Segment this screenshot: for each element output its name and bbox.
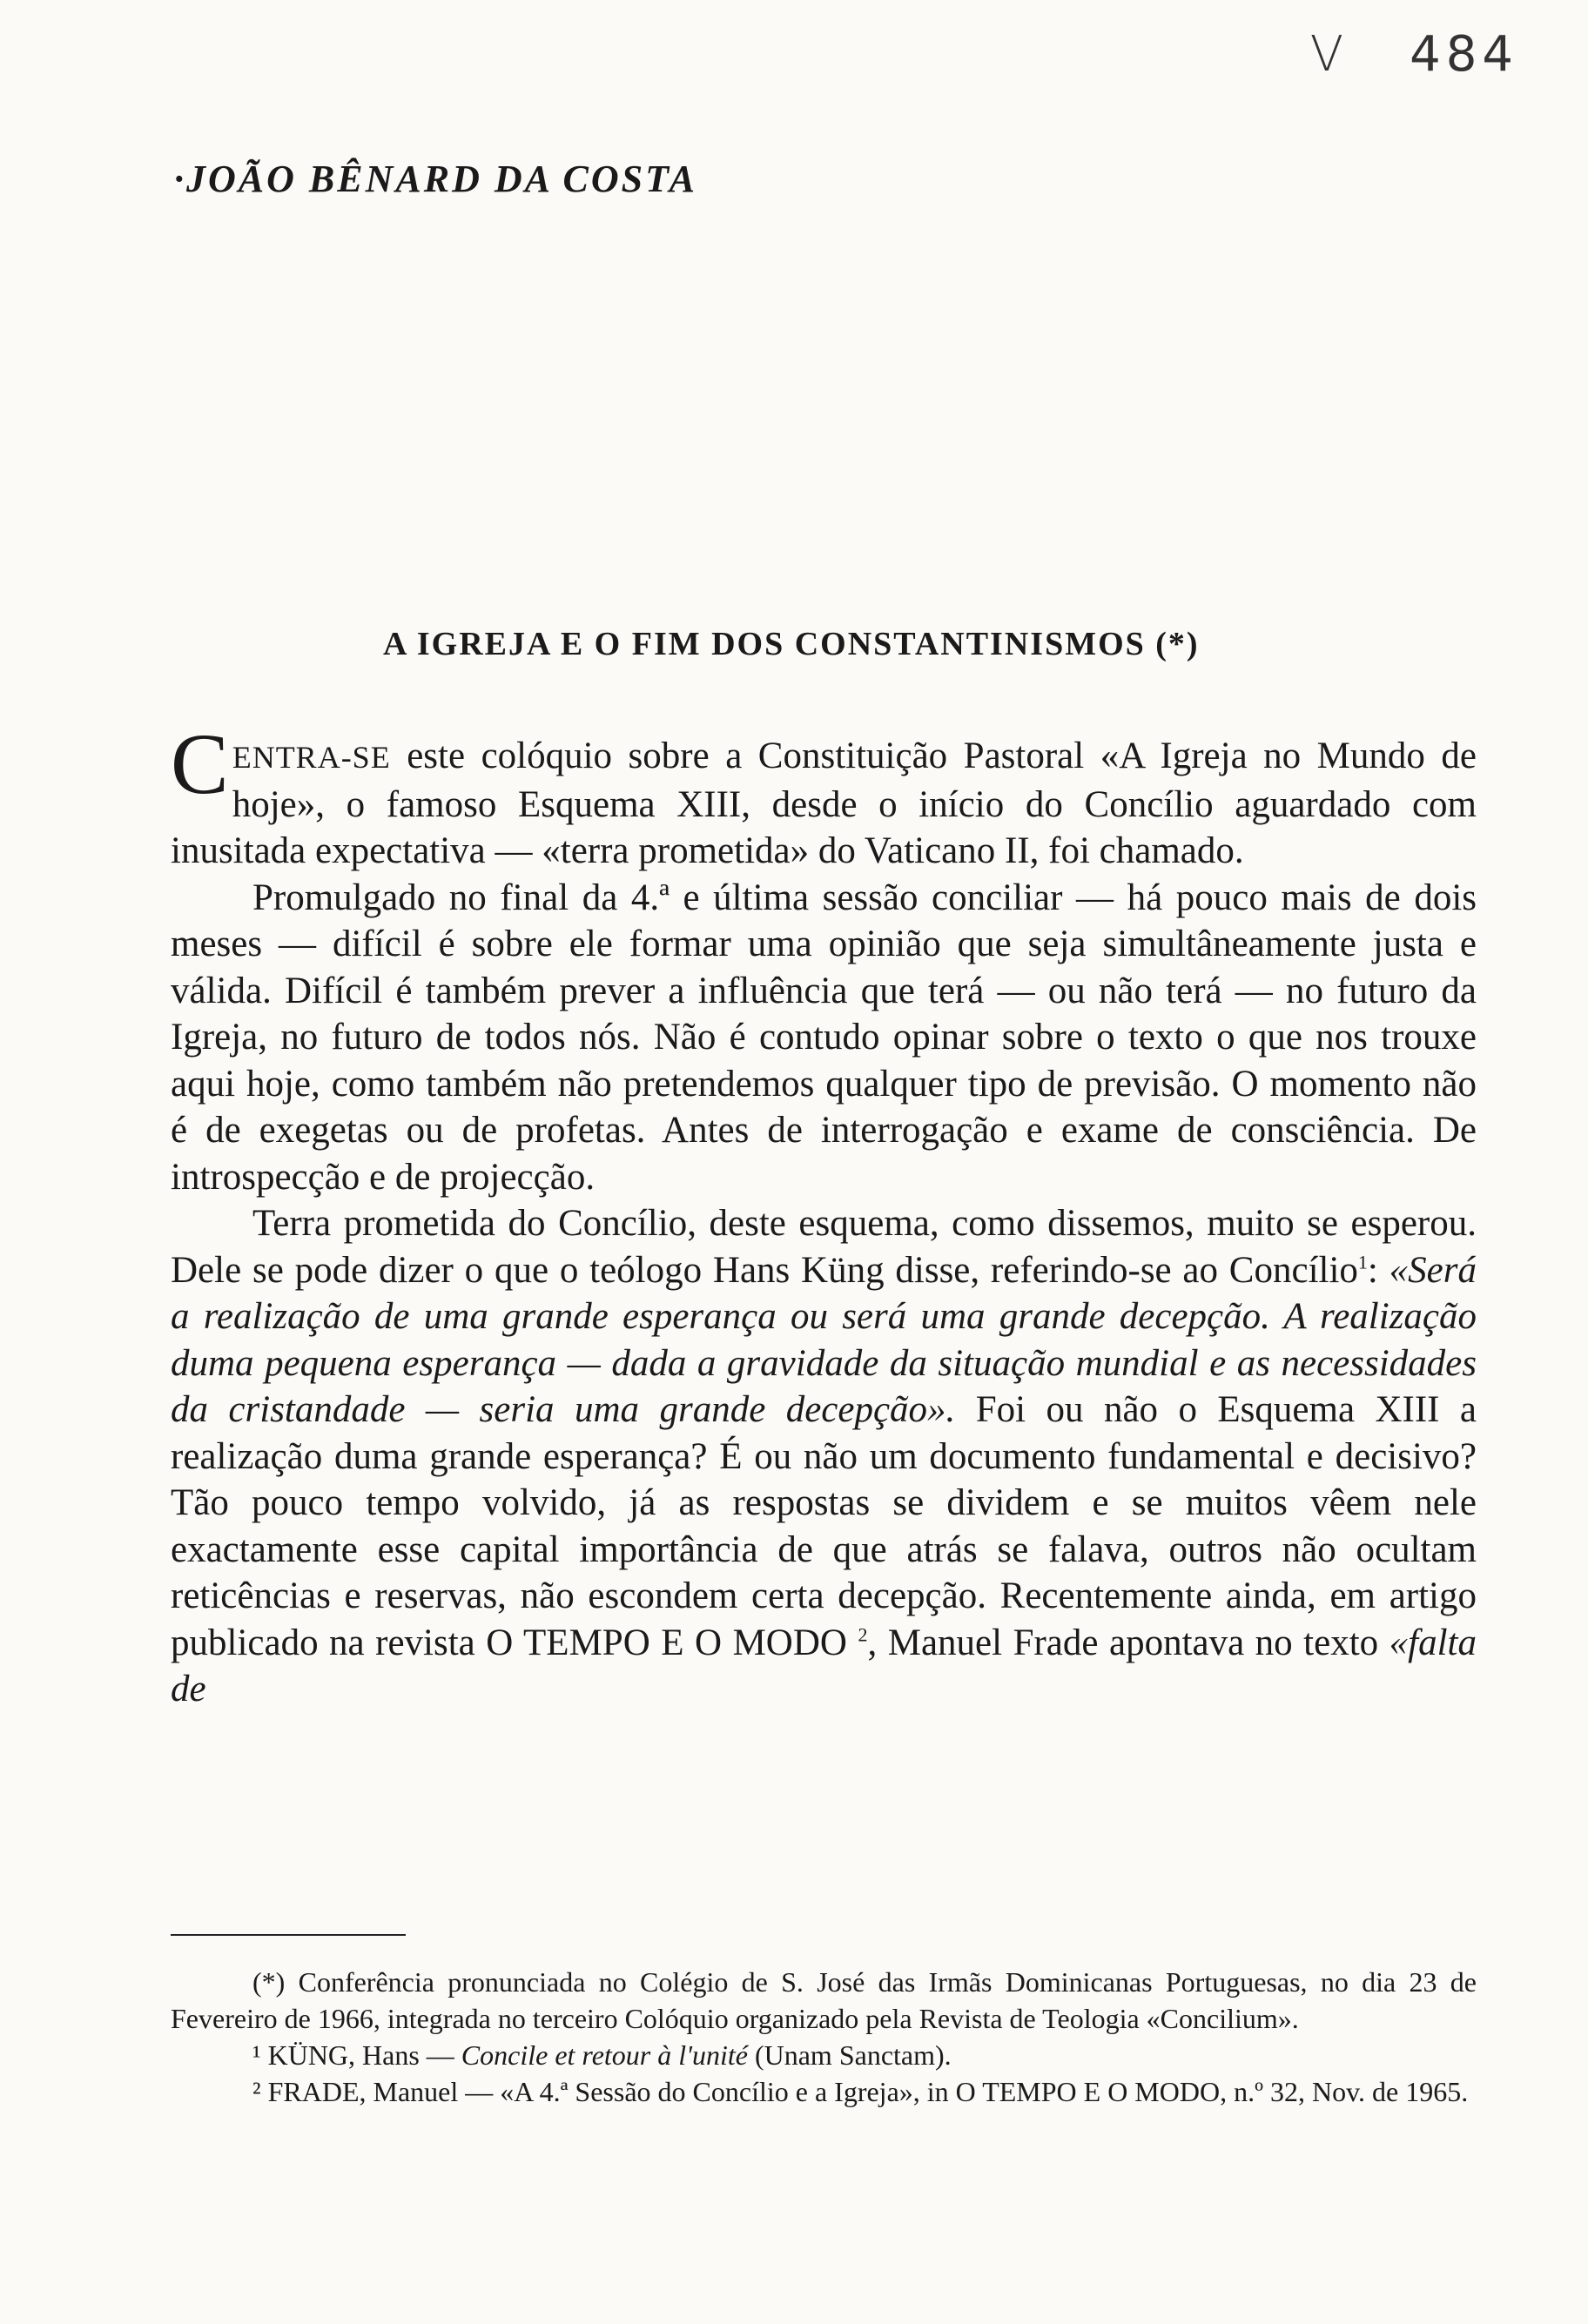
- paragraph-1: CENTRA-SE este colóquio sobre a Constituição Pastoral «A Igreja no Mundo de hoje», o famoso Esquema XIII, desde o início do Concílio aguardado com inusitada expectativa — «terra prometida» do Vaticano II, foi chamado.: [171, 715, 1477, 871]
- article-title: A IGREJA E O FIM DOS CONSTANTINISMOS (*): [383, 626, 1200, 662]
- drop-cap: C: [171, 715, 229, 812]
- kung-quote: «Será a realização de uma grande esperança ou será uma grande decepção. A realização duma pequena esperança — dada a gravidade da situação mundial e as necessidades da cristandade — seria uma grande decepção».: [171, 1249, 1477, 1430]
- article-body: [171, 715, 1477, 1713]
- footnote-divider: [171, 1934, 406, 1936]
- journal-name: O TEMPO E O MODO: [486, 1622, 847, 1663]
- footnotes: [171, 1964, 1477, 2110]
- page-number: 484: [1410, 26, 1518, 83]
- footnote-2: ² FRADE, Manuel — «A 4.ª Sessão do Concílio e a Igreja», in O TEMPO E O MODO, n.º 32, Nov. de 1965.: [252, 2076, 1469, 2107]
- footnote-ref-1: 1: [1357, 1251, 1368, 1273]
- footnote-ref-2: 2: [858, 1623, 868, 1646]
- author-name: ·JOÃO BÊNARD DA COSTA: [174, 158, 697, 200]
- handwritten-marks: [1310, 26, 1518, 83]
- check-mark: V: [1309, 26, 1349, 83]
- paragraph-3: Terra prometida do Concílio, deste esquema, como dissemos, muito se esperou. Dele se pode dizer o que o teólogo Hans Küng disse, referindo-se ao Concílio$^1$: «Será a realização de uma grande esperança ou será uma grande decepção. A realização duma pequena esperança — dada a gravidade da situação mundial e as necessidades da cristandade — seria uma grande decepção». Foi ou não o Esquema XIII a realização duma grande esperança? É ou não um documento fundamental e decisivo? Tão pouco tempo volvido, já as respostas se dividem e se muitos vêem nele exactamente esse capital importância de que atrás se falava, outros não ocultam reticências e reservas, não escondem certa decepção. Recentemente ainda, em artigo publicado na revista O TEMPO E O MODO $^2$, Manuel Frade apontava no texto «falta de: [171, 1203, 1477, 1709]
- footnote-1: ¹ KÜNG, Hans — Concile et retour à l'unité (Unam Sanctam).: [252, 2039, 952, 2071]
- small-caps-lead: ENTRA-SE: [232, 740, 391, 775]
- footnote-asterisk: (*) Conferência pronunciada no Colégio de S. José das Irmãs Dominicanas Portuguesas, no dia 23 de Fevereiro de 1966, integrada no terceiro Colóquio organizado pela Revista de Teologia «Concilium».: [171, 1966, 1477, 2034]
- paragraph-2: Promulgado no final da 4.ª e última sessão conciliar — há pouco mais de dois meses — difícil é sobre ele formar uma opinião que seja simultâneamente justa e válida. Difícil é também prever a influência que terá — ou não terá — no futuro da Igreja, no futuro de todos nós. Não é contudo opinar sobre o texto o que nos trouxe aqui hoje, como também não pretendemos qualquer tipo de previsão. O momento não é de exegetas ou de profetas. Antes de interrogação e exame de consciência. De introspecção e de projecção.: [171, 877, 1477, 1198]
